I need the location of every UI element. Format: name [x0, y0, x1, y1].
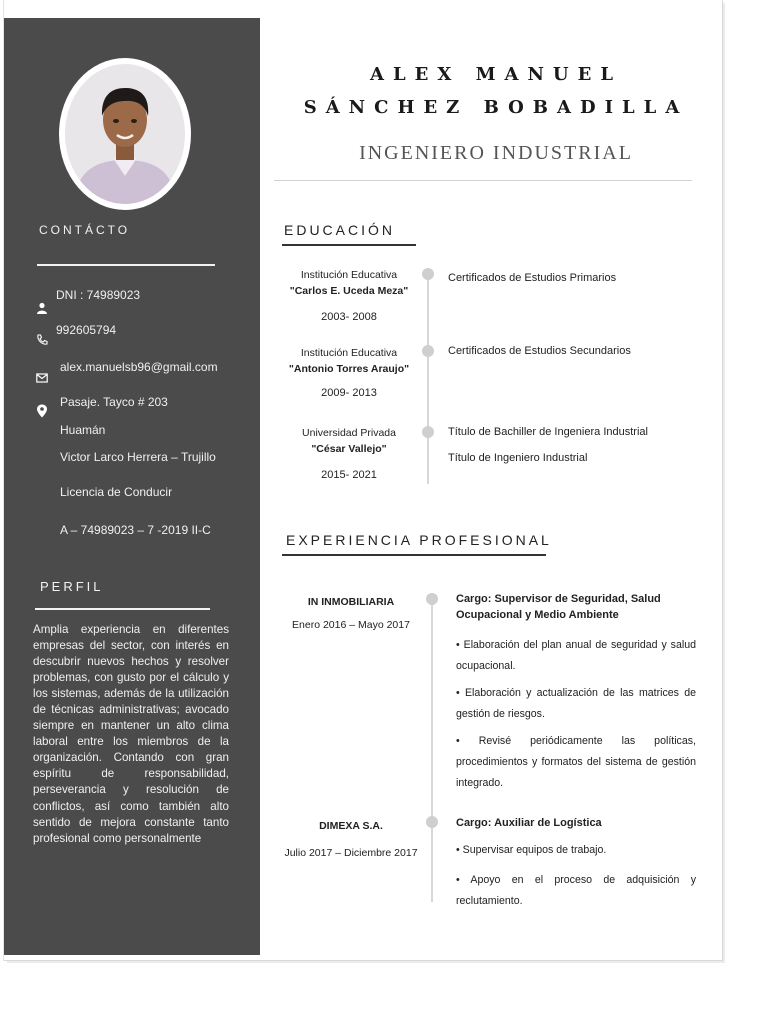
education-desc-3a: Título de Bachiller de Ingeniera Industrial [448, 426, 648, 438]
period-1: Enero 2016 – Mayo 2017 [292, 619, 410, 631]
education-underline [282, 244, 416, 246]
header-divider [274, 180, 692, 181]
dni-text: DNI : 74989023 [56, 288, 141, 302]
bullet-1-1: • Elaboración del plan anual de seguridad y salud ocupacional. [456, 639, 696, 672]
job-title: INGENIERO INDUSTRIAL [359, 142, 633, 164]
license-value: A – 74989023 – 7 -2019 II-C [60, 523, 211, 537]
profile-divider [35, 608, 210, 610]
education-desc-1: Certificados de Estudios Primarios [448, 272, 617, 284]
location-icon [36, 404, 48, 418]
company-1: IN INMOBILIARIA [307, 596, 395, 608]
timeline-dot [422, 345, 434, 357]
experience-timeline [431, 598, 433, 902]
profile-title: PERFIL [40, 579, 104, 594]
experience-title: EXPERIENCIA PROFESIONAL [286, 532, 552, 548]
contact-title: CONTÁCTO [39, 223, 131, 237]
name-line-1: ALEX MANUEL [370, 64, 622, 85]
cargo-2: Cargo: Auxiliar de Logística [456, 817, 602, 829]
experience-underline [282, 554, 546, 556]
bullet-1-3: • Revisé periódicamente las políticas, procedimientos y formatos del sistema de gestión integrado. [456, 735, 696, 789]
timeline-dot [422, 268, 434, 280]
sidebar [4, 18, 260, 955]
profile-text: Amplia experiencia en diferentes empresas del sector, con interés en descubrir nuevos hechos y resolver problemas, con gusto por el cálculo y los sistemas, además de la utilización de técnicas administrativas; avocado siempre en mantener un alto clima laboral entre los miembros de la organización. Contando con gran espíritu de responsabilidad, perseverancia y resolución de conflictos, así como también alto sentido de mejora constante tanto profesional como personalmente [33, 623, 229, 845]
education-institution-2: Institución Educativa "Antonio Torres Araujo" [288, 347, 410, 375]
bullet-2-2: • Apoyo en el proceso de adquisición y reclutamiento. [456, 874, 696, 907]
cargo-1: Cargo: Supervisor de Seguridad, Salud Ocupacional y Medio Ambiente [456, 593, 661, 621]
timeline-dot [426, 593, 438, 605]
bullet-2-1: • Supervisar equipos de trabajo. [456, 844, 607, 856]
address-line-2: Huamán [60, 423, 106, 437]
education-title: EDUCACIÓN [284, 222, 396, 238]
contact-divider [37, 264, 215, 266]
name-line-2: SÁNCHEZ BOBADILLA [303, 97, 689, 118]
education-desc-3b: Título de Ingeniero Industrial [448, 452, 588, 464]
education-years-3: 2015- 2021 [321, 469, 377, 481]
timeline-dot [422, 426, 434, 438]
address-line-3: Victor Larco Herrera – Trujillo [60, 450, 216, 464]
period-2: Julio 2017 – Diciembre 2017 [284, 847, 418, 859]
bullet-1-2: • Elaboración y actualización de las matrices de gestión de riesgos. [456, 687, 696, 720]
phone-text: 992605794 [56, 323, 117, 337]
education-years-1: 2003- 2008 [321, 311, 377, 323]
timeline-dot [426, 816, 438, 828]
phone-icon [36, 334, 48, 346]
address-line-1: Pasaje. Tayco # 203 [60, 395, 168, 409]
education-years-2: 2009- 2013 [321, 387, 377, 399]
portrait-image [65, 64, 185, 204]
education-timeline [427, 274, 429, 484]
profile-photo [59, 58, 191, 210]
mail-icon [36, 372, 48, 384]
education-institution-1: Institución Educativa "Carlos E. Uceda Meza" [289, 269, 409, 297]
person-icon [36, 302, 48, 314]
education-desc-2: Certificados de Estudios Secundarios [448, 345, 631, 357]
license-label: Licencia de Conducir [60, 485, 173, 499]
cv-page [4, 0, 722, 960]
email-text: alex.manuelsb96@gmail.com [60, 360, 218, 374]
company-2: DIMEXA S.A. [319, 820, 383, 832]
education-institution-3: Universidad Privada "César Vallejo" [302, 427, 396, 455]
